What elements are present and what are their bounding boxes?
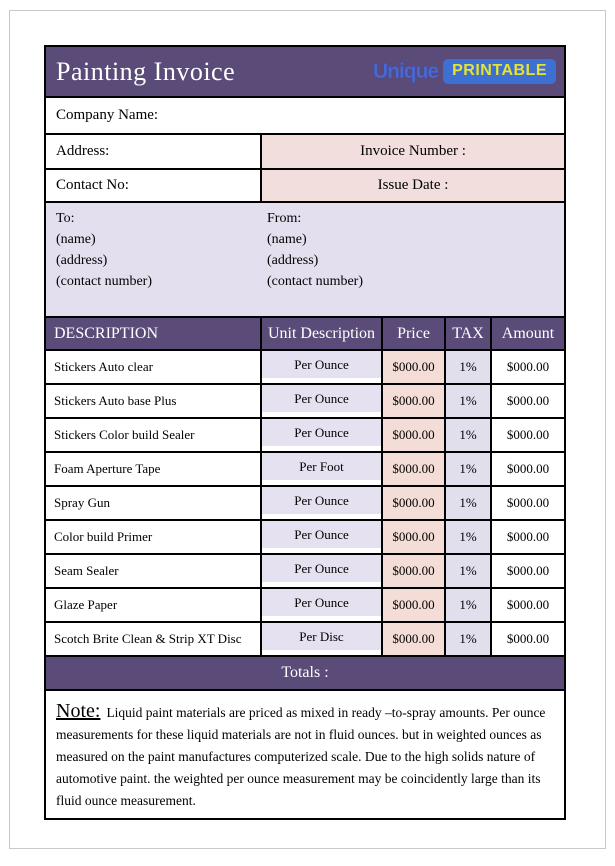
brand-badge-printable: PRINTABLE [443, 59, 556, 84]
from-block[interactable] [262, 208, 564, 316]
to-label: To: [56, 211, 75, 227]
item-unit-value: Per Ounce [262, 521, 381, 548]
item-tax-cell[interactable]: 1% [446, 453, 492, 485]
from-contact-placeholder: (contact number) [267, 274, 364, 290]
item-unit-cell [262, 351, 383, 383]
table-row [46, 385, 564, 419]
from-name-placeholder: (name) [267, 232, 307, 248]
item-tax-cell[interactable]: 1% [446, 419, 492, 451]
item-price-cell[interactable]: $000.00 [383, 555, 446, 587]
item-description-cell: Stickers Auto base Plus [46, 385, 262, 417]
item-unit-value: Per Ounce [262, 589, 381, 616]
from-label: From: [267, 211, 302, 227]
brand-word-unique: Unique [372, 59, 439, 83]
to-from-section [46, 203, 564, 318]
column-header-amount: Amount [501, 324, 555, 342]
table-header-row [46, 318, 564, 352]
contact-label: Contact No: [56, 176, 129, 193]
item-tax-cell[interactable]: 1% [446, 521, 492, 553]
item-price-cell[interactable]: $000.00 [383, 521, 446, 553]
item-description-cell: Glaze Paper [46, 589, 262, 621]
item-amount-cell[interactable]: $000.00 [492, 351, 564, 383]
note-text: Liquid paint materials are priced as mixed in ready –to-spray amounts. Per ounce measurements for these liquid materials are not in fluid ounces. but in weighted ounces as measured on the paint manufactures computerized scale. Due to the high solids nature of automotive paint. the weighted per ounce measurement may be coincidently large than its fluid ounce measurement. [56, 705, 546, 809]
item-price-cell[interactable]: $000.00 [383, 351, 446, 383]
item-unit-value: Per Ounce [262, 385, 381, 412]
item-price-cell[interactable]: $000.00 [383, 453, 446, 485]
column-header-description: DESCRIPTION [46, 318, 262, 350]
company-name-field[interactable] [46, 98, 564, 135]
item-amount-cell[interactable]: $000.00 [492, 419, 564, 451]
item-unit-cell [262, 487, 383, 519]
item-amount-cell[interactable]: $000.00 [492, 521, 564, 553]
item-unit-cell [262, 385, 383, 417]
item-price-cell[interactable]: $000.00 [383, 419, 446, 451]
item-price-cell[interactable]: $000.00 [383, 487, 446, 519]
page-title: Painting Invoice [56, 56, 236, 86]
item-unit-cell [262, 453, 383, 485]
item-unit-value: Per Ounce [262, 555, 381, 582]
issue-date-label: Issue Date : [377, 176, 449, 193]
item-amount-cell[interactable]: $000.00 [492, 453, 564, 485]
item-description-cell: Stickers Auto clear [46, 351, 262, 383]
item-unit-cell [262, 555, 383, 587]
column-header-price: Price [383, 318, 446, 350]
totals-label: Totals : [281, 664, 329, 682]
item-price-cell[interactable]: $000.00 [383, 623, 446, 655]
table-row [46, 351, 564, 385]
table-row [46, 453, 564, 487]
item-amount-cell[interactable]: $000.00 [492, 589, 564, 621]
item-tax-cell[interactable]: 1% [446, 589, 492, 621]
totals-row[interactable] [46, 657, 564, 691]
to-address-placeholder: (address) [56, 253, 108, 269]
item-unit-value: Per Foot [262, 453, 381, 480]
column-header-tax: TAX [446, 318, 492, 350]
item-price-cell[interactable]: $000.00 [383, 385, 446, 417]
invoice-header [46, 47, 564, 98]
to-block[interactable] [46, 208, 262, 316]
item-description-cell: Stickers Color build Sealer [46, 419, 262, 451]
item-amount-cell[interactable]: $000.00 [492, 623, 564, 655]
item-unit-value: Per Ounce [262, 487, 381, 514]
address-row [46, 135, 564, 170]
item-tax-cell[interactable]: 1% [446, 555, 492, 587]
item-tax-cell[interactable]: 1% [446, 623, 492, 655]
address-field[interactable] [46, 135, 262, 168]
item-description-cell: Color build Primer [46, 521, 262, 553]
to-contact-placeholder: (contact number) [56, 274, 153, 290]
item-unit-cell [262, 419, 383, 451]
item-unit-value: Per Disc [262, 623, 381, 650]
invoice-document [44, 45, 566, 820]
address-label: Address: [56, 142, 110, 159]
contact-field[interactable] [46, 170, 262, 202]
table-row [46, 419, 564, 453]
item-amount-cell[interactable]: $000.00 [492, 487, 564, 519]
item-description-cell: Spray Gun [46, 487, 262, 519]
column-header-unit: Unit Description [262, 318, 383, 350]
item-tax-cell[interactable]: 1% [446, 385, 492, 417]
item-description-cell: Seam Sealer [46, 555, 262, 587]
item-unit-cell [262, 623, 383, 655]
item-unit-value: Per Ounce [262, 351, 381, 378]
item-price-cell[interactable]: $000.00 [383, 589, 446, 621]
table-row [46, 555, 564, 589]
company-name-label: Company Name: [56, 107, 159, 124]
table-row [46, 521, 564, 555]
item-description-cell: Scotch Brite Clean & Strip XT Disc [46, 623, 262, 655]
item-unit-cell [262, 589, 383, 621]
from-address-placeholder: (address) [267, 253, 319, 269]
item-amount-cell[interactable]: $000.00 [492, 555, 564, 587]
note-label: Note: [56, 700, 101, 723]
item-tax-cell[interactable]: 1% [446, 351, 492, 383]
table-row [46, 623, 564, 657]
issue-date-field[interactable] [262, 170, 564, 202]
item-description-cell: Foam Aperture Tape [46, 453, 262, 485]
item-unit-value: Per Ounce [262, 419, 381, 446]
to-name-placeholder: (name) [56, 232, 96, 248]
table-rows [46, 351, 564, 657]
brand-logo [373, 59, 556, 84]
table-row [46, 589, 564, 623]
item-tax-cell[interactable]: 1% [446, 487, 492, 519]
invoice-number-field[interactable] [262, 135, 564, 168]
invoice-number-label: Invoice Number : [360, 142, 466, 159]
contact-row [46, 170, 564, 204]
note-section [46, 691, 564, 818]
table-row [46, 487, 564, 521]
item-unit-cell [262, 521, 383, 553]
item-amount-cell[interactable]: $000.00 [492, 385, 564, 417]
